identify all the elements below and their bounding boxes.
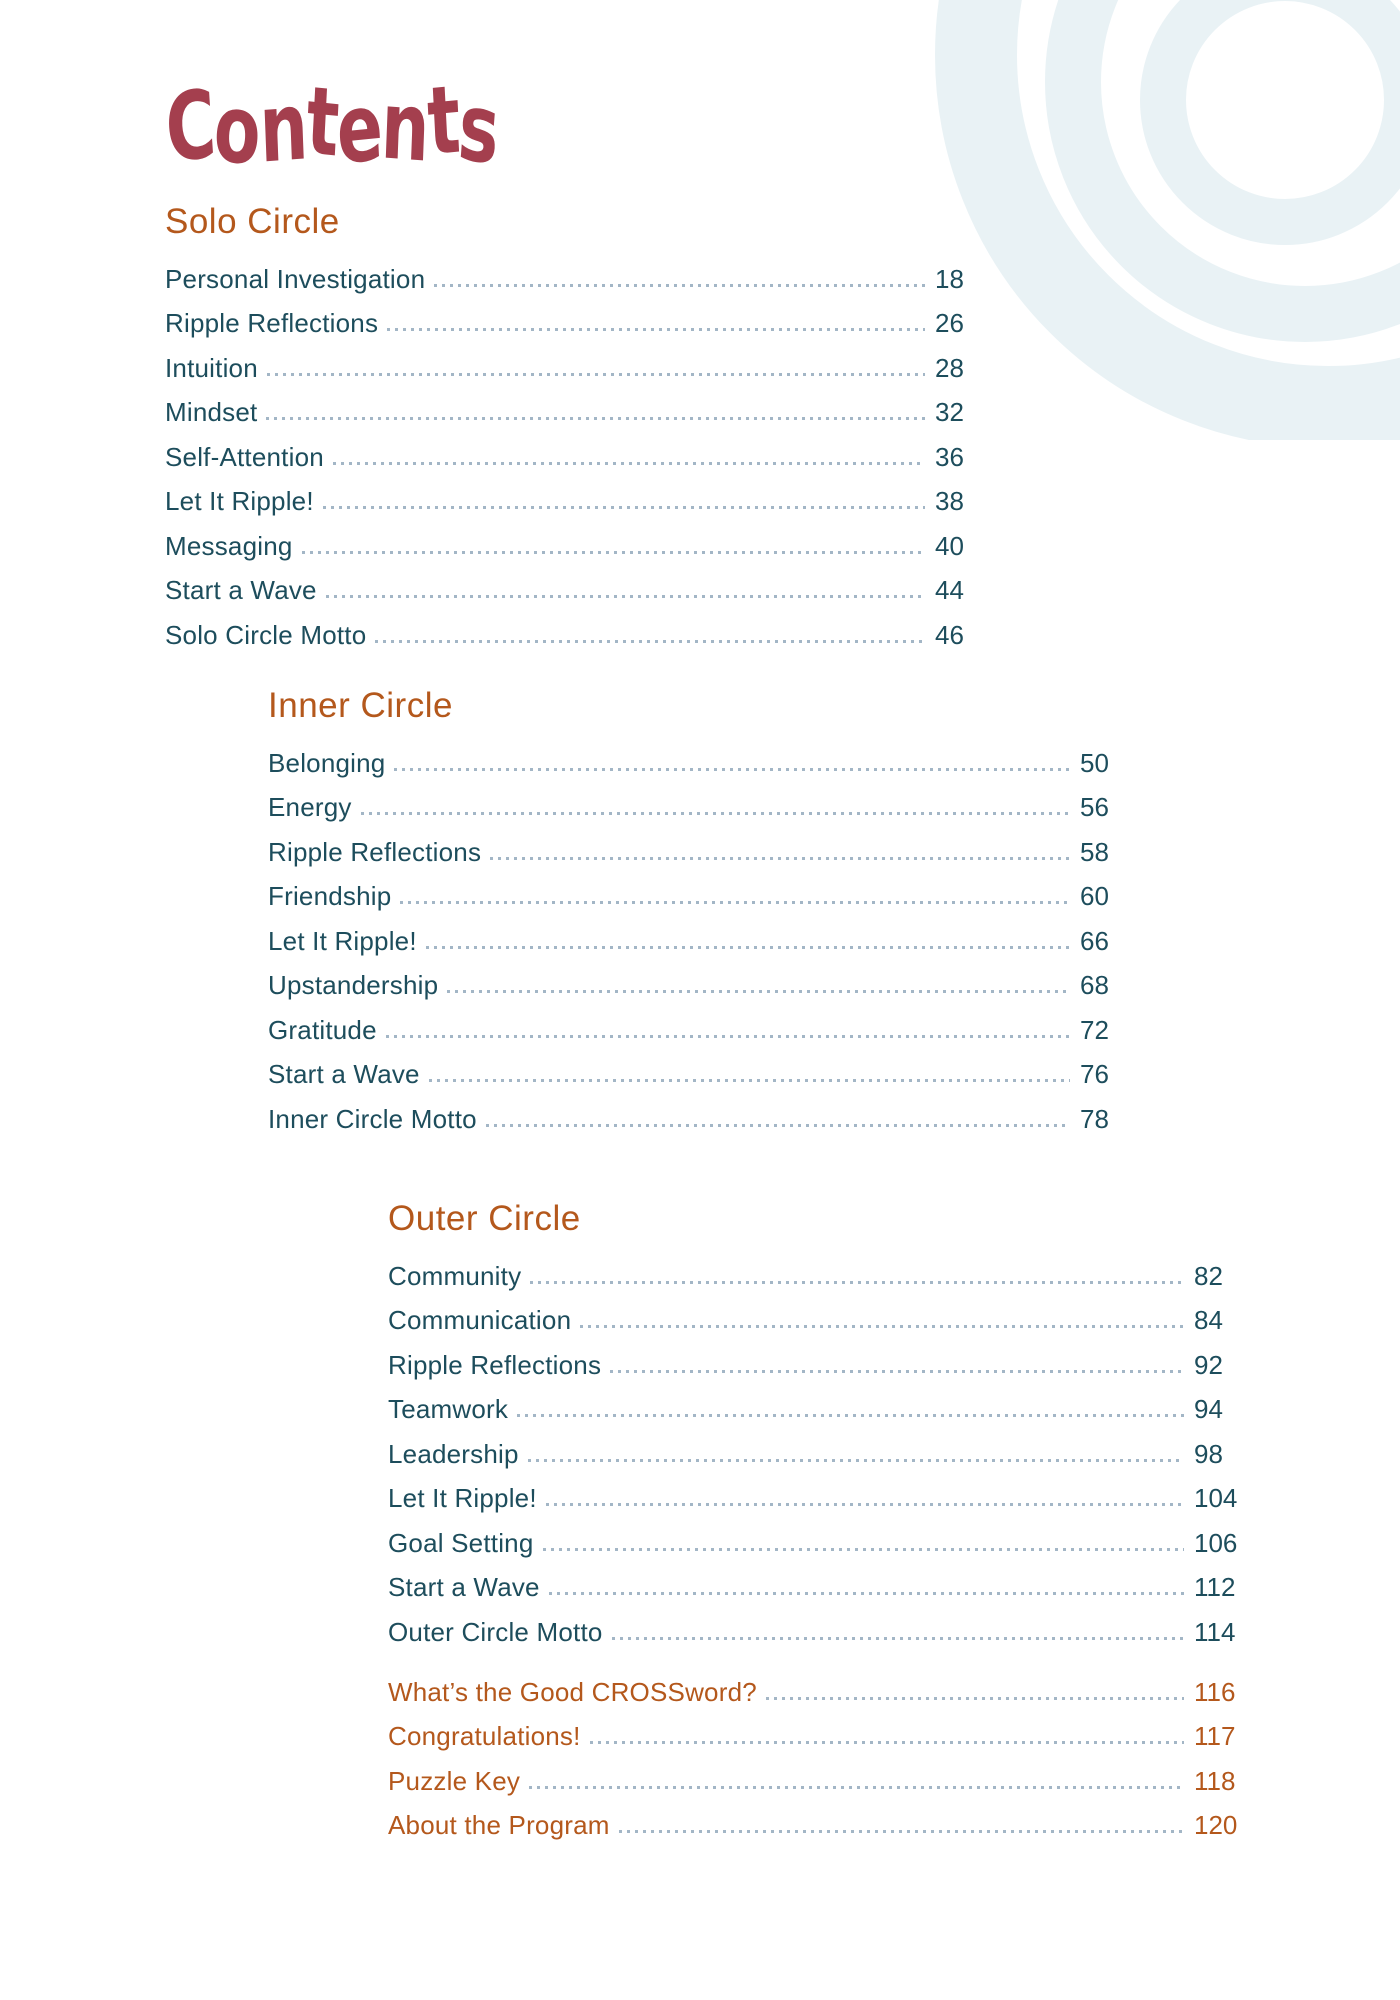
section-heading: Outer Circle [388,1199,581,1238]
toc-entry-label: Start a Wave [388,1572,540,1602]
toc-entry-page-number: 117 [1194,1721,1236,1751]
toc-entry-page-number: 38 [935,486,964,516]
toc-entry [165,516,981,561]
toc-entry-label: Upstandership [268,970,439,1000]
toc-entry-page-number: 36 [935,441,964,472]
toc-entry-page-number: 44 [935,575,964,605]
dot-leader [426,946,1070,949]
toc-entry-page-number: 112 [1194,1572,1236,1602]
toc-entry-page-number: 18 [935,263,964,294]
dot-leader [266,417,925,420]
toc-entry-label: Friendship [268,881,392,911]
dot-leader [529,1786,1184,1789]
toc-entry-label: Belonging [268,747,386,778]
dot-leader [549,1592,1184,1595]
dot-leader [590,1741,1184,1744]
dot-leader [394,768,1070,771]
toc-rows [388,1246,1240,1647]
toc-entry-label: Solo Circle Motto [165,619,367,650]
toc-rows [388,1662,1240,1840]
toc-entry-page-number: 32 [935,397,964,427]
toc-entry-page-number: 118 [1194,1765,1236,1796]
dot-leader [333,462,925,465]
dot-leader [490,857,1070,860]
dot-leader [326,595,925,598]
toc-entry-page-number: 94 [1194,1394,1223,1424]
toc-entry [388,1662,1240,1707]
section-heading: Inner Circle [268,686,453,725]
toc-entry-label: Ripple Reflections [268,836,482,867]
toc-entry-label: Energy [268,792,352,822]
toc-entry-page-number: 46 [935,619,964,650]
section-outer-circle [388,1200,1240,1647]
dot-leader [447,990,1070,993]
dot-leader [580,1325,1184,1328]
section-solo-circle [165,203,981,650]
toc-entry [165,249,981,294]
dot-leader [530,1281,1184,1284]
toc-entry [388,1751,1240,1796]
toc-entry-page-number: 114 [1194,1616,1236,1647]
dot-leader [387,328,925,331]
dot-leader [375,640,925,643]
dot-leader [434,284,925,287]
dot-leader [766,1697,1184,1700]
toc-entry-page-number: 106 [1194,1527,1238,1558]
toc-entry-label: Personal Investigation [165,263,426,294]
toc-entry [165,561,981,606]
toc-entry [268,867,1126,912]
toc-entry [388,1796,1240,1841]
toc-entry [268,1045,1126,1090]
dot-leader [546,1503,1184,1506]
section-heading: Solo Circle [165,202,340,241]
dot-leader [323,506,925,509]
dot-leader [517,1414,1184,1417]
toc-entry-page-number: 66 [1080,925,1109,956]
toc-entry-label: Community [388,1260,522,1291]
toc-entry-label: What’s the Good CROSSword? [388,1676,757,1707]
dot-leader [400,901,1070,904]
toc-entry-label: Ripple Reflections [165,308,379,338]
toc-entry [268,911,1126,956]
toc-entry [268,778,1126,823]
toc-entry [268,956,1126,1001]
toc-entry [165,294,981,339]
toc-entry [388,1558,1240,1603]
toc-entry-page-number: 28 [935,352,964,383]
toc-entry-label: Intuition [165,352,258,383]
toc-entry-label: Goal Setting [388,1527,534,1558]
toc-entry-label: Let It Ripple! [388,1483,537,1513]
toc-entry-page-number: 116 [1194,1676,1236,1707]
toc-entry-label: Self-Attention [165,441,324,472]
toc-entry-label: Leadership [388,1438,519,1469]
toc-entry [388,1707,1240,1752]
toc-entry-page-number: 50 [1080,747,1109,778]
toc-entry-label: Let It Ripple! [268,925,417,956]
toc-entry [268,1089,1126,1134]
toc-entry [165,383,981,428]
dot-leader [528,1459,1184,1462]
toc-rows [268,733,1126,1134]
section-extras [388,1662,1240,1840]
toc-entry-label: Start a Wave [165,575,317,605]
toc-entry-label: Puzzle Key [388,1765,521,1796]
toc-entry [165,427,981,472]
dot-leader [302,551,925,554]
toc-entry-page-number: 56 [1080,792,1109,822]
dot-leader [612,1637,1184,1640]
toc-entry-label: About the Program [388,1810,610,1840]
dot-leader [267,373,925,376]
toc-entry-page-number: 40 [935,530,964,561]
toc-entry [165,605,981,650]
dot-leader [429,1079,1070,1082]
toc-entry [165,472,981,517]
toc-entry-page-number: 72 [1080,1014,1109,1045]
toc-entry-label: Messaging [165,530,293,561]
toc-entry-label: Communication [388,1305,572,1335]
page-title: Contents [162,65,502,188]
toc-entry-page-number: 60 [1080,881,1109,911]
dot-leader [619,1830,1184,1833]
dot-leader [361,812,1070,815]
toc-entry [268,822,1126,867]
toc-entry-page-number: 26 [935,308,964,338]
toc-entry-label: Let It Ripple! [165,486,314,516]
toc-entry-page-number: 58 [1080,836,1109,867]
toc-entry [388,1335,1240,1380]
toc-entry-label: Ripple Reflections [388,1349,602,1380]
toc-entry [388,1380,1240,1425]
toc-entry-page-number: 82 [1194,1260,1223,1291]
toc-entry [388,1291,1240,1336]
toc-entry-page-number: 78 [1080,1103,1109,1134]
toc-entry-page-number: 120 [1194,1810,1238,1840]
toc-entry-page-number: 68 [1080,970,1109,1000]
toc-entry-page-number: 98 [1194,1438,1223,1469]
toc-entry [388,1602,1240,1647]
toc-entry [388,1469,1240,1514]
toc-entry [388,1424,1240,1469]
dot-leader [610,1370,1184,1373]
toc-entry-label: Congratulations! [388,1721,581,1751]
toc-rows [165,249,981,650]
dot-leader [486,1124,1070,1127]
toc-entry [388,1246,1240,1291]
toc-entry-page-number: 84 [1194,1305,1223,1335]
toc-entry-page-number: 104 [1194,1483,1238,1513]
toc-entry-label: Mindset [165,397,258,427]
toc-entry-label: Outer Circle Motto [388,1616,603,1647]
toc-entry-label: Teamwork [388,1394,509,1424]
toc-entry-page-number: 92 [1194,1349,1223,1380]
toc-entry [165,338,981,383]
toc-entry-page-number: 76 [1080,1059,1109,1089]
dot-leader [543,1548,1185,1551]
toc-entry-label: Inner Circle Motto [268,1103,477,1134]
toc-entry-label: Start a Wave [268,1059,420,1089]
toc-entry [388,1513,1240,1558]
toc-entry [268,733,1126,778]
dot-leader [386,1035,1070,1038]
toc-entry [268,1000,1126,1045]
section-inner-circle [268,687,1126,1134]
toc-entry-label: Gratitude [268,1014,377,1045]
